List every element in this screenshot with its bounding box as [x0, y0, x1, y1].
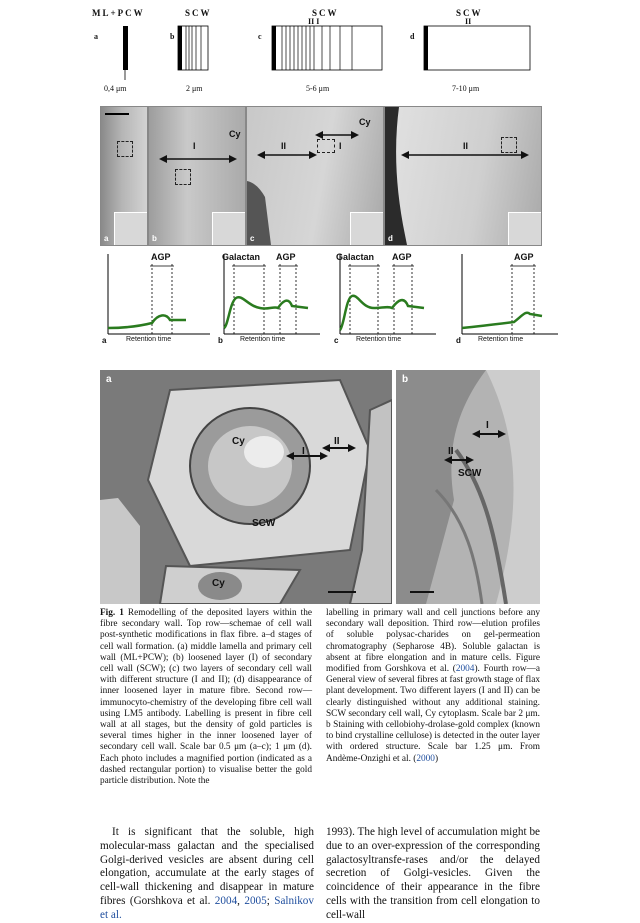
schema-title-d: SCW	[456, 8, 483, 18]
dashed-rectangle	[501, 137, 517, 153]
peak-label-agp: AGP	[151, 252, 171, 262]
schema-scale-c: 5-6 μm	[306, 84, 330, 93]
schema-layer-marks-c: II I	[308, 17, 320, 26]
axis-label: Retention time	[126, 336, 172, 343]
magnified-inset	[350, 212, 383, 245]
axis-label: Retention time	[356, 336, 402, 343]
dashed-rectangle	[317, 139, 335, 153]
body-text: ,	[237, 894, 245, 907]
axis-label: Retention time	[478, 336, 524, 343]
micrograph-c	[246, 106, 384, 246]
caption-text: )	[434, 753, 439, 764]
scale-bar	[105, 113, 129, 115]
elution-profile-a	[96, 250, 216, 350]
watermark: www.docin.com	[560, 887, 630, 898]
layer-label-ii: II	[281, 141, 287, 151]
micrograph-a	[100, 106, 148, 246]
elution-profile-d	[452, 250, 562, 350]
cytoplasm-label: Cy	[212, 578, 225, 589]
cytoplasm-label: Cy	[229, 129, 241, 139]
schema-title-c: SCW	[312, 8, 339, 18]
peak-label-galactan: Galactan	[222, 252, 261, 262]
profile-letter-a: a	[102, 336, 107, 345]
citation-link[interactable]: 2005	[244, 894, 267, 907]
citation-link[interactable]: 2004	[214, 894, 238, 907]
axis-label: Retention time	[240, 336, 286, 343]
schema-a-wall	[123, 26, 128, 70]
schema-letter-d: d	[410, 32, 415, 41]
schema-layer-marks-d: II	[465, 17, 472, 26]
scw-label: SCW	[252, 518, 276, 529]
body-text: ;	[266, 894, 275, 907]
body-text-left	[100, 826, 314, 923]
schema-letter-c: c	[258, 32, 262, 41]
magnified-inset	[508, 212, 541, 245]
body-text: 1993). The high level of accumulation might be due to an over-expression of the corresponding galactosyltransfe-rases and/or the delayed secretion of Golgi-vesicles. Given the coincidence of their appearance in the fibre cells with the transition from cell elongation to cell-wall	[326, 826, 540, 921]
caption-text: ). Fourth row—a General view of several fibres at fast growth stage of flax plant development. Two different layers (I and II) can be clearly distinguished without any additional staining. SCW secondary cell wall, Cy cytoplasm. Scale bar 2 μm. b Staining with cellobiohy-drolase-gold complex (known to bind crystalline cellulose) is detected in the outer layer with ordered structure. Scale bar 1.25 μm. From Andème-Onzighi et al. (	[326, 664, 540, 764]
layer-label-i: I	[339, 141, 342, 151]
layer-label-ii: II	[448, 446, 454, 457]
scw-label: SCW	[458, 468, 482, 479]
schema-letter-a: a	[94, 32, 98, 41]
profile-letter-d: d	[456, 336, 461, 345]
figure-label: Fig. 1	[100, 608, 124, 618]
profile-letter-b: b	[218, 336, 223, 345]
caption-text: Remodelling of the deposited layers within the fibre secondary wall. Top row—schemae of cell wall post-synthetic modifications in flax fibre. a–d stages of cell wall formation. (a) middle lamella and primary cell wall (ML+PCW); (b) loosened layer (I) of secondary cell wall (SCW); (c) two layers of secondary cell wall with different structure (I and II); (d) disappearance of inner loosened layer in mature fibre. Second row—immunocyto-chemistry of the developing fibre cell wall using LM5 antibody. Labelling is present in fibre cell wall at all stages, but the density of gold particles is several times higher in the inner loosened layer of secondary cell wall. Scale bar 0.5 μm (a–c); 1 μm (d). Each photo includes a magnified portion (indicated as a dashed rectangular portion) to visualise better the gold particle distribution. Note the	[100, 608, 312, 787]
em-letter-b: b	[402, 374, 409, 385]
caption-text: labelling in primary wall and cell junctions before any secondary wall deposition. Third row—elution profiles of soluble polysac-charides on gel-permeation chromatography (Sepharose 4B). Soluble galactan is absent at fibre elongation and in mature cells. Figure modified from Gorshkova et al. (	[326, 608, 540, 675]
layer-label-i: I	[486, 420, 489, 431]
peak-label-agp: AGP	[276, 252, 296, 262]
figure-caption-left	[100, 608, 312, 787]
dashed-rectangle	[117, 141, 133, 157]
micrograph-b	[148, 106, 246, 246]
em-letter-a: a	[106, 374, 112, 385]
schema-scale-d: 7-10 μm	[452, 84, 480, 93]
layer-label-i: I	[302, 446, 305, 457]
citation-link[interactable]: 2000	[416, 753, 435, 764]
peak-label-galactan: Galactan	[336, 252, 375, 262]
micrograph-d	[384, 106, 542, 246]
layer-label-ii: II	[334, 436, 340, 447]
body-text-right	[326, 826, 540, 923]
schema-letter-b: b	[170, 32, 175, 41]
body-text: It is significant that the soluble, high molecular-mass galactan and the specialised Golgi-derived vesicles are absent during cell elongation, accumulate at the early stages of cell-wall thickening and disappear in mature fibres (Gorshkova et al.	[100, 826, 314, 907]
schema-scale-a: 0,4 μm	[104, 84, 127, 93]
profile-letter-c: c	[334, 336, 339, 345]
citation-link[interactable]: Salnikov et al.	[100, 894, 314, 921]
schema-b-wall	[178, 26, 208, 70]
magnified-inset	[114, 212, 147, 245]
schema-scale-b: 2 μm	[186, 84, 203, 93]
schema-d-wall	[424, 26, 530, 70]
peak-label-agp: AGP	[514, 252, 534, 262]
elution-profile-c	[330, 250, 440, 350]
electron-micrograph-b	[396, 370, 540, 604]
elution-profile-b	[214, 250, 324, 350]
double-arrow	[149, 107, 245, 245]
cytoplasm-label: Cy	[232, 436, 245, 447]
schema-title-a: ML+PCW	[92, 8, 145, 18]
schema-title-b: SCW	[185, 8, 212, 18]
schema-c-wall	[272, 26, 382, 70]
micrograph-letter-c: c	[250, 234, 255, 243]
citation-link[interactable]: 2004	[455, 664, 475, 675]
layer-label-ii: II	[463, 141, 469, 151]
cytoplasm-label: Cy	[359, 117, 371, 127]
micrograph-letter-b: b	[152, 234, 157, 243]
electron-micrograph-a	[100, 370, 392, 604]
micrograph-letter-a: a	[104, 234, 109, 243]
figure-caption-right	[326, 608, 540, 765]
layer-label-i: I	[193, 141, 196, 151]
peak-label-agp: AGP	[392, 252, 412, 262]
micrograph-letter-d: d	[388, 234, 393, 243]
